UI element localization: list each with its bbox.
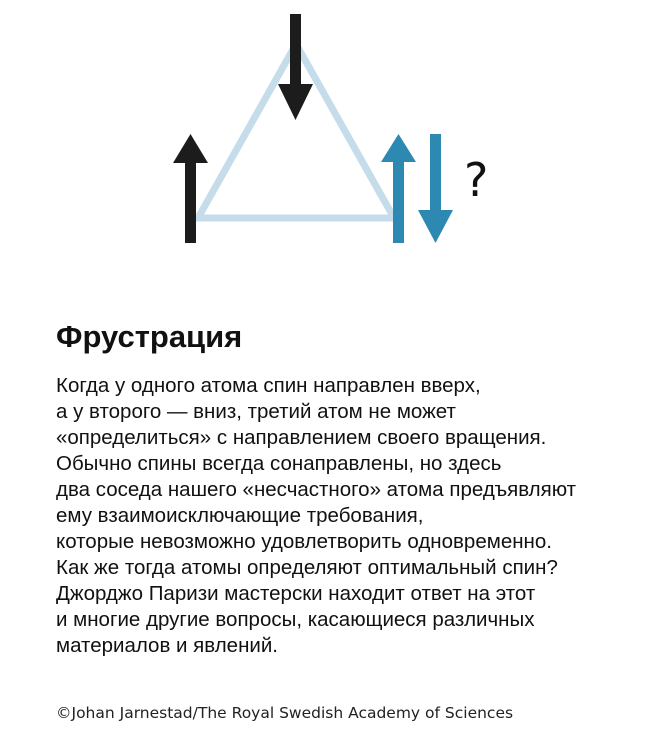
description-line: материалов и явлений. <box>56 634 278 657</box>
description-line: и многие другие вопросы, касающиеся различных <box>56 608 535 631</box>
description-text <box>56 373 646 659</box>
description-line: два соседа нашего «несчастного» атома предъявляют <box>56 478 577 501</box>
spin-up-arrow-right <box>381 134 416 243</box>
description-line: ему взаимоисключающие требования, <box>56 504 424 527</box>
spin-up-arrow-left <box>173 134 208 243</box>
question-mark: ? <box>464 153 489 207</box>
description-line: Когда у одного атома спин направлен вверх, <box>56 374 481 397</box>
description-line: Джорджо Паризи мастерски находит ответ на этот <box>56 582 536 605</box>
description-line: а у второго — вниз, третий атом не может <box>56 400 456 423</box>
description-line: которые невозможно удовлетворить одновременно. <box>56 530 552 553</box>
description-line: Как же тогда атомы определяют оптимальный спин? <box>56 556 558 579</box>
description-line: Обычно спины всегда сонаправлены, но здесь <box>56 452 502 475</box>
page-title: Фрустрация <box>56 319 243 354</box>
spin-down-arrow-right <box>418 134 453 243</box>
frustration-diagram <box>0 0 652 300</box>
description-line: «определиться» с направлением своего вращения. <box>56 426 547 449</box>
image-credit: ©Johan Jarnestad/The Royal Swedish Academy of Sciences <box>56 704 514 722</box>
